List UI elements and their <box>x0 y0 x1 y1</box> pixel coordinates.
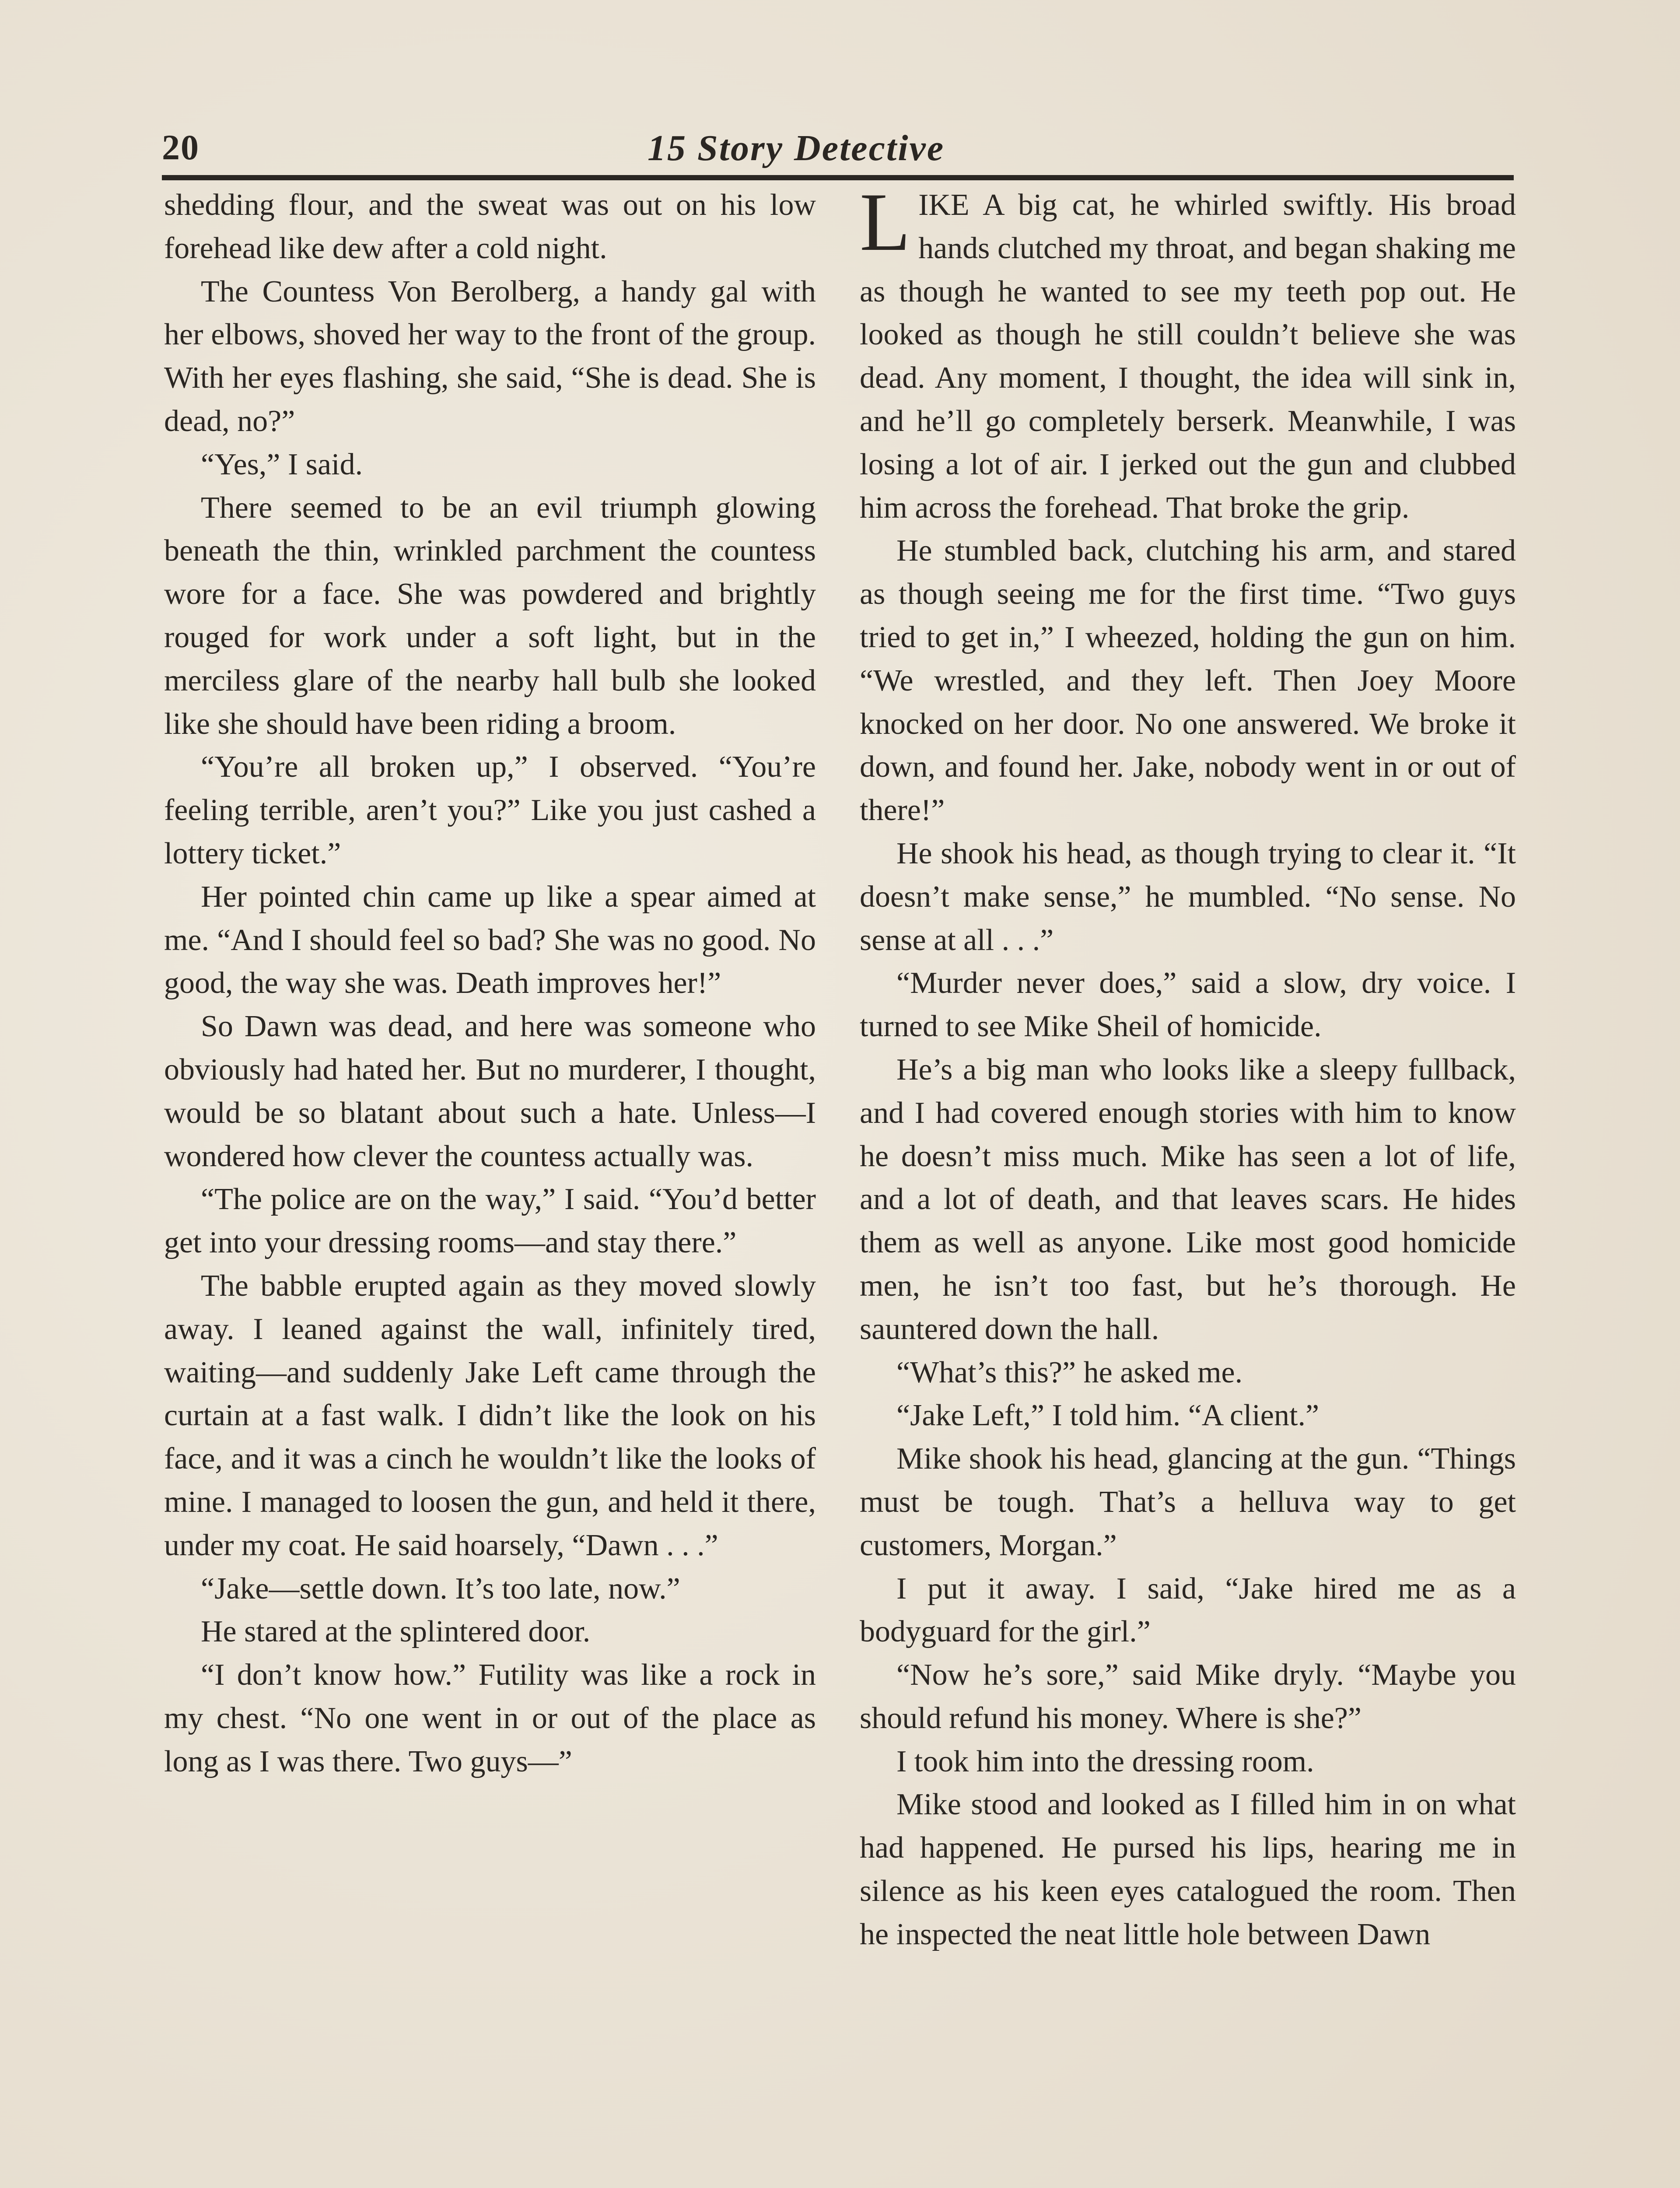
paragraph: “You’re all broken up,” I observed. “You’re feeling terrible, aren’t you?” Like you just cashed a lottery ticket.” <box>164 750 816 870</box>
paragraph: “Yes,” I said. <box>201 447 363 481</box>
paragraph: “Now he’s sore,” said Mike dryly. “Maybe you should refund his money. Where is she?” <box>860 1658 1516 1735</box>
paragraph: He shook his head, as though trying to clear it. “It doesn’t make sense,” he mumbled. “No sense. No sense at all . . .” <box>860 836 1516 957</box>
opening-paragraph-text: IKE A big cat, he whirled swiftly. His broad hands clutched my throat, and began shaking me as though he wanted to see my teeth pop out. He looked as though he still couldn’t believe she was dead. Any moment, I thought, the idea will sink in, and he’ll go completely berserk. Meanwhile, I was losing a lot of air. I jerked out the gun and clubbed him across the forehead. That broke the grip. <box>860 188 1516 525</box>
paragraph: He’s a big man who looks like a sleepy fullback, and I had covered enough stories with him to know he doesn’t miss much. Mike has seen a lot of life, and a lot of death, and that leaves scars. He hides them as well as anyone. Like most good homicide men, he isn’t too fast, but he’s thorough. He sauntered down the hall. <box>860 1052 1516 1346</box>
magazine-title: 15 Story Detective <box>648 128 945 168</box>
paragraph: Mike shook his head, glancing at the gun. “Things must be tough. That’s a helluva way to get customers, Morgan.” <box>860 1442 1516 1562</box>
paragraph: “Jake Left,” I told him. “A client.” <box>896 1399 1320 1433</box>
paragraph: “I don’t know how.” Futility was like a rock in my chest. “No one went in or out of the place as long as I was there. Two guys—” <box>164 1658 816 1778</box>
paragraph: He stumbled back, clutching his arm, and stared as though seeing me for the first time. “Two guys tried to get in,” I wheezed, holding the gun on him. “We wrestled, and they left. Then Joey Moore knocked on her door. No one answered. We broke it down, and found her. Jake, nobody went in or out of there!” <box>860 534 1516 828</box>
paragraph: The Countess Von Berolberg, a handy gal with her elbows, shoved her way to the front of the group. With her eyes flashing, she said, “She is dead. She is dead, no?” <box>164 274 816 438</box>
paragraph: He stared at the splintered door. <box>201 1615 591 1649</box>
page-number: 20 <box>162 127 200 167</box>
paragraph: I put it away. I said, “Jake hired me as a bodyguard for the girl.” <box>860 1571 1516 1649</box>
page-header <box>162 118 1514 180</box>
opening-paragraph <box>860 184 1516 529</box>
paragraph: So Dawn was dead, and here was someone who obviously had hated her. But no murderer, I thought, would be so blatant about such a hate. Unless—I wondered how clever the countess actually was. <box>164 1010 816 1173</box>
drop-cap: L <box>860 184 911 268</box>
right-column <box>860 184 1516 2188</box>
paragraph: There seemed to be an evil triumph glowing beneath the thin, wrinkled parchment the countess wore for a face. She was powdered and brightly rouged for work under a soft light, but in the merciless glare of the nearby hall bulb she looked like she should have been riding a broom. <box>164 491 816 741</box>
paragraph: shedding flour, and the sweat was out on his low forehead like dew after a cold night. <box>164 188 816 265</box>
paragraph: “Jake—settle down. It’s too late, now.” <box>201 1571 680 1606</box>
paragraph: The babble erupted again as they moved slowly away. I leaned against the wall, infinitely tired, waiting—and suddenly Jake Left came through the curtain at a fast walk. I didn’t like the look on his face, and it was a cinch he wouldn’t like the looks of mine. I managed to loosen the gun, and held it there, under my coat. He said hoarsely, “Dawn . . .” <box>164 1269 816 1562</box>
left-column <box>164 184 816 2188</box>
paragraph: “The police are on the way,” I said. “You’d better get into your dressing rooms—and stay there.” <box>164 1182 816 1260</box>
paragraph: “Murder never does,” said a slow, dry voice. I turned to see Mike Sheil of homicide. <box>860 966 1516 1044</box>
paragraph: Her pointed chin came up like a spear aimed at me. “And I should feel so bad? She was no good. No good, the way she was. Death improves her!” <box>164 880 816 1000</box>
paragraph: Mike stood and looked as I filled him in on what had happened. He pursed his lips, hearing me in silence as his keen eyes catalogued the room. Then he inspected the neat little hole between Dawn <box>860 1788 1516 1951</box>
paragraph: I took him into the dressing room. <box>896 1744 1314 1778</box>
paragraph: “What’s this?” he asked me. <box>896 1355 1243 1389</box>
